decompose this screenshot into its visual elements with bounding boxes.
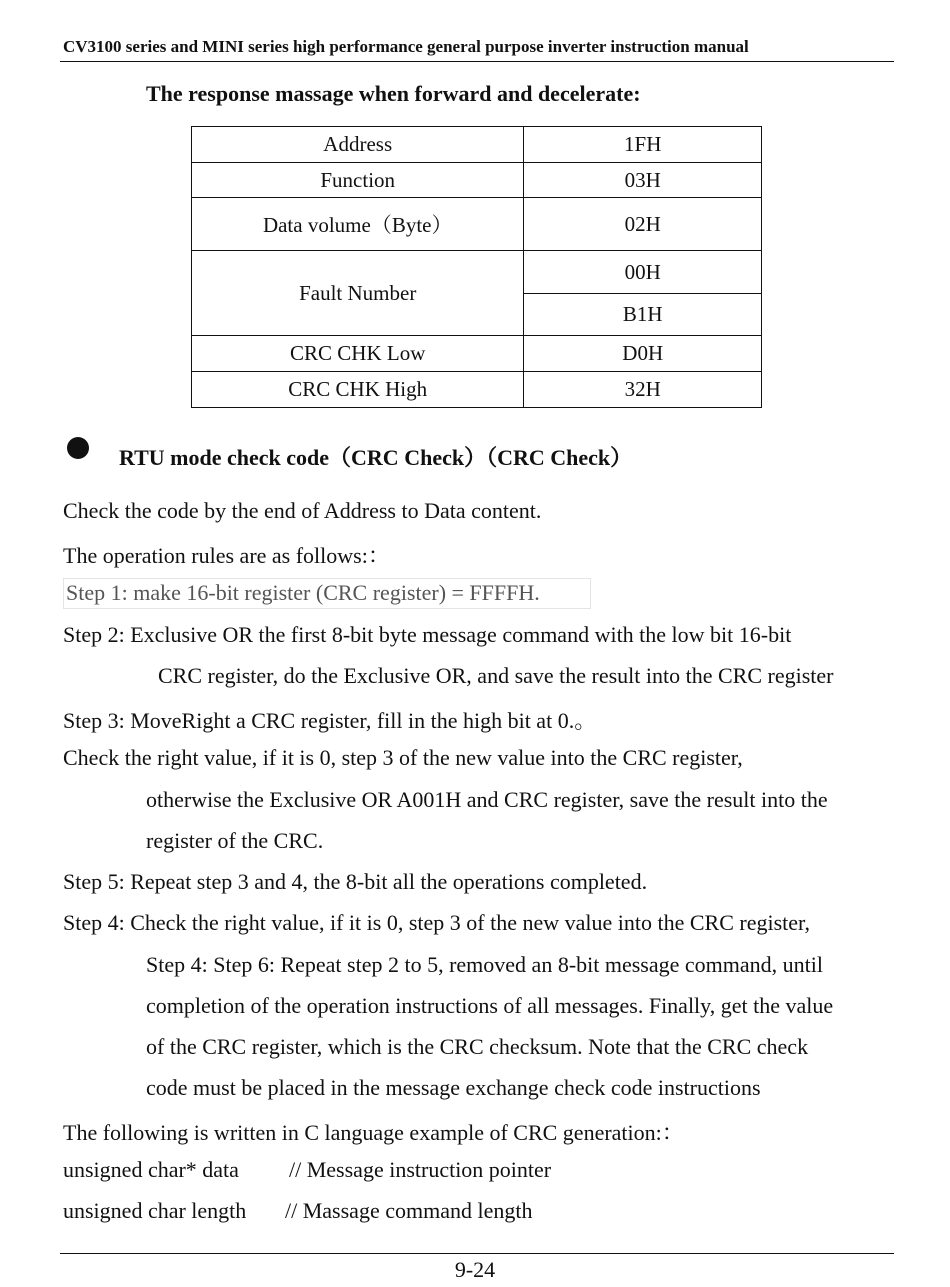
body-line: The following is written in C language example of CRC generation:： [63,1120,684,1145]
table-cell-label: CRC CHK High [192,372,524,408]
body-line: Step 5: Repeat step 3 and 4, the 8-bit all the operations completed. [63,869,648,894]
table-row [192,127,762,163]
header-rule [60,61,894,62]
footer-rule [60,1253,894,1254]
table-cell-value: 03H [524,163,762,198]
bullet-icon [67,437,89,459]
table-cell-label: Function [192,163,524,198]
body-line: completion of the operation instructions of all messages. Finally, get the value [146,993,834,1018]
table-row [192,336,762,372]
body-line: register of the CRC. [146,828,324,853]
body-line: of the CRC register, which is the CRC checksum. Note that the CRC check [146,1034,809,1059]
table-cell-value: B1H [524,294,762,336]
body-line: Step 4: Step 6: Repeat step 2 to 5, removed an 8-bit message command, until [146,952,823,977]
page-number: 9-24 [454,1257,496,1282]
table-row [192,372,762,408]
response-message-table [191,126,762,408]
table-row [192,198,762,251]
table-row [192,251,762,294]
table-cell-value: 02H [524,198,762,251]
body-line: CRC register, do the Exclusive OR, and save the result into the CRC register [158,663,834,688]
table-cell-label: Data volume（Byte） [192,198,524,251]
page-header-title: CV3100 series and MINI series high performance general purpose inverter instruction manual [63,37,749,56]
body-line: Step 2: Exclusive OR the first 8-bit byte message command with the low bit 16-bit [63,622,792,647]
code-line-declaration: unsigned char length [63,1198,247,1223]
body-line-step1: Step 1: make 16-bit register (CRC register) = FFFFH. [66,580,540,605]
table-cell-label: Fault Number [192,251,524,336]
body-line: code must be placed in the message exchange check code instructions [146,1075,761,1100]
body-line: otherwise the Exclusive OR A001H and CRC register, save the result into the [146,787,828,812]
table-row [192,163,762,198]
body-line: The operation rules are as follows:： [63,543,390,568]
table-cell-value: D0H [524,336,762,372]
table-cell-value: 00H [524,251,762,294]
body-line: Step 4: Check the right value, if it is 0, step 3 of the new value into the CRC register, [63,910,810,935]
code-line-comment: // Message instruction pointer [289,1157,552,1182]
table-cell-label: Address [192,127,524,163]
body-line: Step 3: MoveRight a CRC register, fill in the high bit at 0.。 [63,708,597,733]
table-cell-value: 1FH [524,127,762,163]
section-title: The response massage when forward and decelerate: [146,81,641,106]
body-line: Check the code by the end of Address to Data content. [63,498,542,523]
body-line: Check the right value, if it is 0, step 3 of the new value into the CRC register, [63,745,743,770]
table-cell-label: CRC CHK Low [192,336,524,372]
code-line-comment: // Massage command length [285,1198,533,1223]
table-cell-value: 32H [524,372,762,408]
bullet-heading: RTU mode check code（CRC Check）（CRC Check） [119,445,633,470]
code-line-declaration: unsigned char* data [63,1157,239,1182]
